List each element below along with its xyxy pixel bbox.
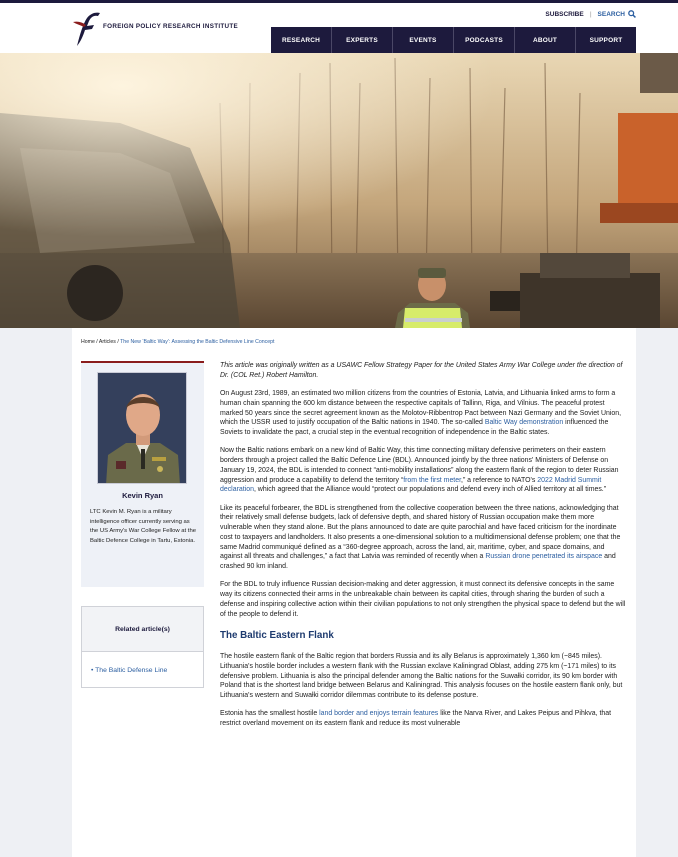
subscribe-link[interactable]: SUBSCRIBE bbox=[545, 10, 584, 18]
logo-text: FOREIGN POLICY RESEARCH INSTITUTE bbox=[103, 22, 239, 30]
author-name[interactable]: Kevin Ryan bbox=[122, 491, 163, 500]
section-heading: The Baltic Eastern Flank bbox=[220, 630, 334, 642]
madrid-summit-link[interactable]: 2022 Madrid Summit declaration bbox=[220, 476, 602, 494]
nav-support[interactable]: SUPPORT bbox=[576, 27, 636, 53]
article-paragraph: For the BDL to truly influence Russian decision-making and deter aggression, it must connect its defensive concepts in the same way its citizens connected their arms in the unbreakable chain between its capital cities, through sharing the burden of such a defense and inspiring collective action within their civilian populations to not only strengthen the physical space to defend but the will of the people to defend it. bbox=[220, 581, 626, 618]
article-paragraph: Now the Baltic nations embark on a new kind of Baltic Way, this time connecting military defensive perimeters on their eastern borders through a project called the Baltic Defence Line (BDL). Announced jointly by the three nations' Ministers of Defense on January 19, 2024, the BDL is intended to connect “anti-mobility installations” along the eastern flank of the region to deter Russian aggression and produce a capability to defend the territory “from the first meter,” a reference to NATO's 2022 Madrid Summit declaration, which agreed that the Alliance would “protect our populations and defend every inch of Allied territory at all times.” bbox=[220, 447, 619, 494]
first-meter-link[interactable]: from the first meter bbox=[403, 476, 462, 484]
author-card bbox=[81, 361, 204, 587]
related-articles-box bbox=[81, 606, 204, 688]
breadcrumb-articles[interactable]: Articles bbox=[98, 339, 116, 345]
russian-drone-link[interactable]: Russian drone penetrated its airspace bbox=[485, 553, 603, 561]
article-paragraph: On August 23rd, 1989, an estimated two million citizens from the countries of Estonia, Latvia, and Lithuania linked arms to form a human chain spanning the 600 km distance between the respective capitals of Tallinn, Riga, and Vilnius. The peaceful protest marked 50 years since the secret agreement known as the Molotov-Ribbentrop Pact between Nazi Germany and the Soviet Union, which the USSR used to justify occupation of the Baltic nations in 1940. The so-called Baltic Way demonstration influenced the Soviets to invalidate the pact, a crucial step in the eventual recognition of independence in the Baltic states. bbox=[220, 390, 622, 436]
article-intro: This article was originally written as a USAWC Fellow Strategy Paper for the United States Army War College under the direction of Dr. (COL Ret.) Robert Hamilton. bbox=[220, 362, 623, 379]
article-body bbox=[220, 361, 626, 737]
breadcrumb bbox=[81, 339, 275, 345]
article-paragraph: The hostile eastern flank of the Baltic region that borders Russia and its ally Belarus is approximately 1,360 km (~845 miles). Lithuania's hostile border includes a western flank with the Russian exclave Kaliningrad Oblast, adding 275 km (~171 miles) to its defensive problem. Lithuania is also the principal defender among the Baltic nations for the Suwałki corridor, its 90 km border with Poland that is the shortest land bridge between Belarus and Kaliningrad. This analysis focuses on the hostile eastern flank only, but Lithuania's western and Suwałki corridor dilemmas contribute to its defense posture. bbox=[220, 653, 623, 699]
nav-experts[interactable]: EXPERTS bbox=[332, 27, 393, 53]
utility-links bbox=[545, 10, 636, 18]
search-label: SEARCH bbox=[597, 10, 625, 18]
breadcrumb-sep: / bbox=[115, 339, 121, 345]
breadcrumb-home[interactable]: Home bbox=[81, 339, 95, 345]
article-paragraph: Estonia has the smallest hostile land border and enjoys terrain features like the Narva River, and Lakes Peipus and Pihkva, that restrict overland movement on its eastern flank and reduce its most vulnerable bbox=[220, 710, 612, 727]
hero-image bbox=[0, 53, 678, 328]
article-paragraph: Like its peaceful forbearer, the BDL is strengthened from the collective cooperation between the three nations, acknowledging that their relatively small defense budgets, lack of defensive depth, and shared history of Russian occupation make them more vulnerable when they stand alone. But the plans announced to date are quite parochial and have faced criticism for the inordinate cost to taxpayers and landholders. It also presents a one-dimensional solution to a multidimensional defense problem; one that the same Madrid communiqué defined as a “360-degree approach, across the land, air, maritime, cyber, and space domains, and against all threats and challenges,” a fact that Latvia was reminded of recently when a Russian drone penetrated its airspace and crashed 90 km inland. bbox=[220, 504, 621, 570]
search-icon bbox=[628, 10, 636, 18]
search-link[interactable] bbox=[598, 10, 636, 18]
breadcrumb-sep: / bbox=[94, 339, 99, 345]
related-article-title: The Baltic Defense Line bbox=[95, 667, 168, 674]
fpri-logo[interactable] bbox=[71, 10, 238, 48]
main-nav bbox=[271, 27, 636, 53]
breadcrumb-current: The New ‘Baltic Way’: Assessing the Baltic Defensive Line Concept bbox=[120, 339, 275, 345]
fpri-logo-icon bbox=[71, 10, 101, 48]
nav-about[interactable]: ABOUT bbox=[515, 27, 576, 53]
nav-podcasts[interactable]: PODCASTS bbox=[454, 27, 515, 53]
baltic-way-link[interactable]: Baltic Way demonstration bbox=[484, 419, 564, 427]
utility-separator: | bbox=[589, 10, 592, 18]
nav-events[interactable]: EVENTS bbox=[393, 27, 454, 53]
land-border-link[interactable]: land border and enjoys terrain features bbox=[319, 710, 439, 718]
author-photo[interactable] bbox=[97, 372, 187, 484]
related-articles-heading: Related article(s) bbox=[82, 607, 203, 652]
nav-research[interactable]: RESEARCH bbox=[271, 27, 332, 53]
author-bio: LTC Kevin M. Ryan is a military intelligence officer currently serving as the US Army's War College Fellow at the Baltic Defence College in Tartu, Estonia. bbox=[90, 509, 196, 544]
related-article-link[interactable]: • The Baltic Defense Line bbox=[91, 667, 168, 674]
top-accent-line bbox=[0, 0, 678, 3]
